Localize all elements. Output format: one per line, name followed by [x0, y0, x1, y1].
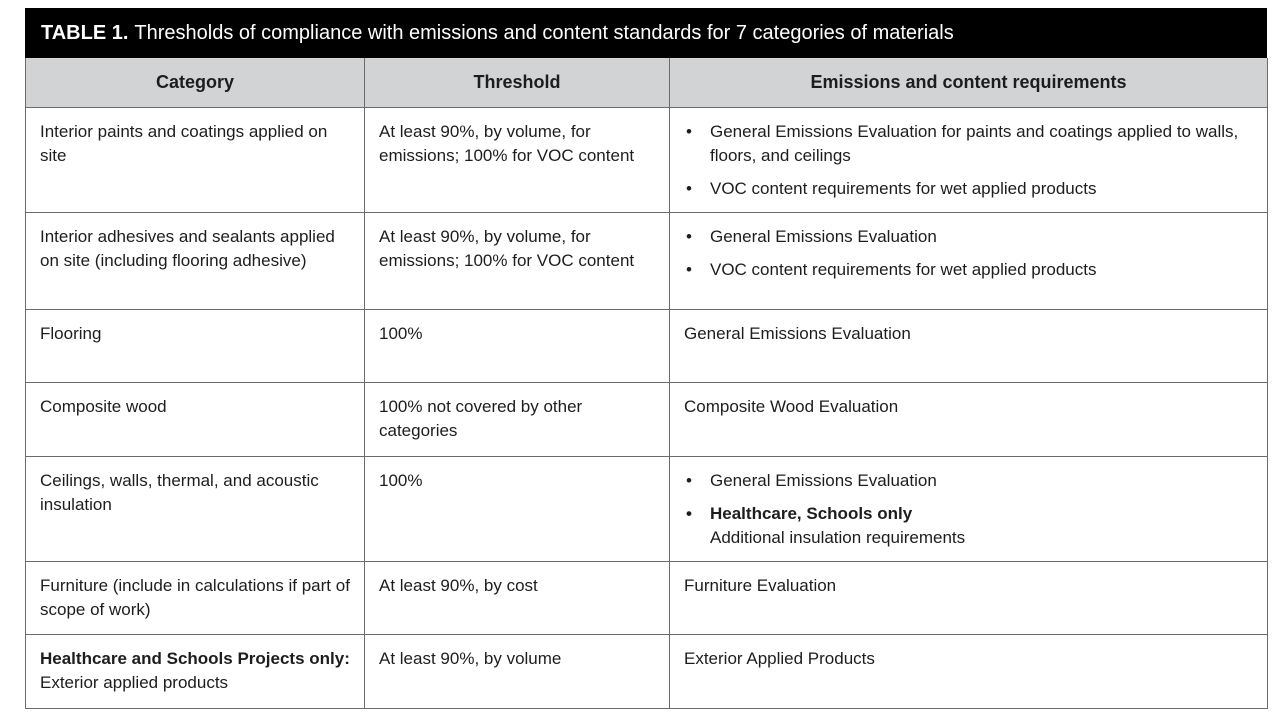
requirements-cell	[670, 212, 1268, 309]
table-row	[26, 107, 1268, 212]
category-cell: Flooring	[26, 309, 365, 382]
threshold-cell: At least 90%, by cost	[365, 561, 670, 634]
threshold-cell: At least 90%, by volume, for emissions; 100% for VOC content	[365, 212, 670, 309]
requirement-item	[684, 469, 1253, 493]
column-header-threshold: Threshold	[365, 58, 670, 107]
requirements-cell: General Emissions Evaluation	[670, 309, 1268, 382]
table-title-prefix: TABLE 1.	[41, 21, 129, 44]
requirement-text: VOC content requirements for wet applied products	[710, 178, 1097, 198]
requirement-text: General Emissions Evaluation	[710, 226, 937, 246]
category-cell: Interior adhesives and sealants applied on site (including flooring adhesive)	[26, 212, 365, 309]
category-cell: Furniture (include in calculations if part of scope of work)	[26, 561, 365, 634]
table-row	[26, 309, 1268, 382]
table-title-text: Thresholds of compliance with emissions and content standards for 7 categories of materials	[134, 21, 954, 44]
threshold-cell: At least 90%, by volume	[365, 634, 670, 708]
requirement-item	[684, 120, 1253, 168]
requirement-item	[684, 177, 1253, 201]
compliance-table	[25, 8, 1267, 709]
requirement-text: Additional insulation requirements	[710, 527, 966, 547]
requirements-list	[684, 469, 1253, 550]
table-row	[26, 382, 1268, 456]
bullet-icon: •	[686, 259, 692, 279]
requirement-item	[684, 258, 1253, 282]
requirements-list	[684, 225, 1253, 282]
requirements-cell	[670, 456, 1268, 561]
bullet-icon: •	[686, 226, 692, 246]
category-cell	[26, 634, 365, 708]
requirement-item	[684, 225, 1253, 249]
requirements-cell: Exterior Applied Products	[670, 634, 1268, 708]
category-cell: Interior paints and coatings applied on site	[26, 107, 365, 212]
category-cell: Composite wood	[26, 382, 365, 456]
bullet-icon: •	[686, 503, 692, 523]
bullet-icon: •	[686, 178, 692, 198]
column-header-category: Category	[26, 58, 365, 107]
threshold-cell: 100%	[365, 309, 670, 382]
requirements-list	[684, 120, 1253, 201]
threshold-cell: At least 90%, by volume, for emissions; 100% for VOC content	[365, 107, 670, 212]
materials-table	[25, 58, 1268, 709]
header-row	[26, 58, 1268, 107]
requirement-heading: Healthcare, Schools only	[710, 503, 913, 523]
requirement-text: General Emissions Evaluation for paints and coatings applied to walls, floors, and ceilings	[710, 121, 1239, 165]
requirement-text: General Emissions Evaluation	[710, 470, 937, 490]
requirement-text: VOC content requirements for wet applied products	[710, 259, 1097, 279]
table-title	[25, 8, 1267, 58]
table-row	[26, 456, 1268, 561]
requirement-item	[684, 502, 1253, 550]
table-row	[26, 561, 1268, 634]
category-text: Exterior applied products	[40, 672, 229, 692]
category-bold-prefix: Healthcare and Schools Projects only:	[40, 648, 350, 668]
requirements-cell: Composite Wood Evaluation	[670, 382, 1268, 456]
threshold-cell: 100%	[365, 456, 670, 561]
bullet-icon: •	[686, 470, 692, 490]
column-header-requirements: Emissions and content requirements	[670, 58, 1268, 107]
threshold-cell: 100% not covered by other categories	[365, 382, 670, 456]
bullet-icon: •	[686, 121, 692, 141]
requirements-cell	[670, 107, 1268, 212]
requirements-cell: Furniture Evaluation	[670, 561, 1268, 634]
table-row	[26, 212, 1268, 309]
category-cell: Ceilings, walls, thermal, and acoustic insulation	[26, 456, 365, 561]
table-row	[26, 634, 1268, 708]
